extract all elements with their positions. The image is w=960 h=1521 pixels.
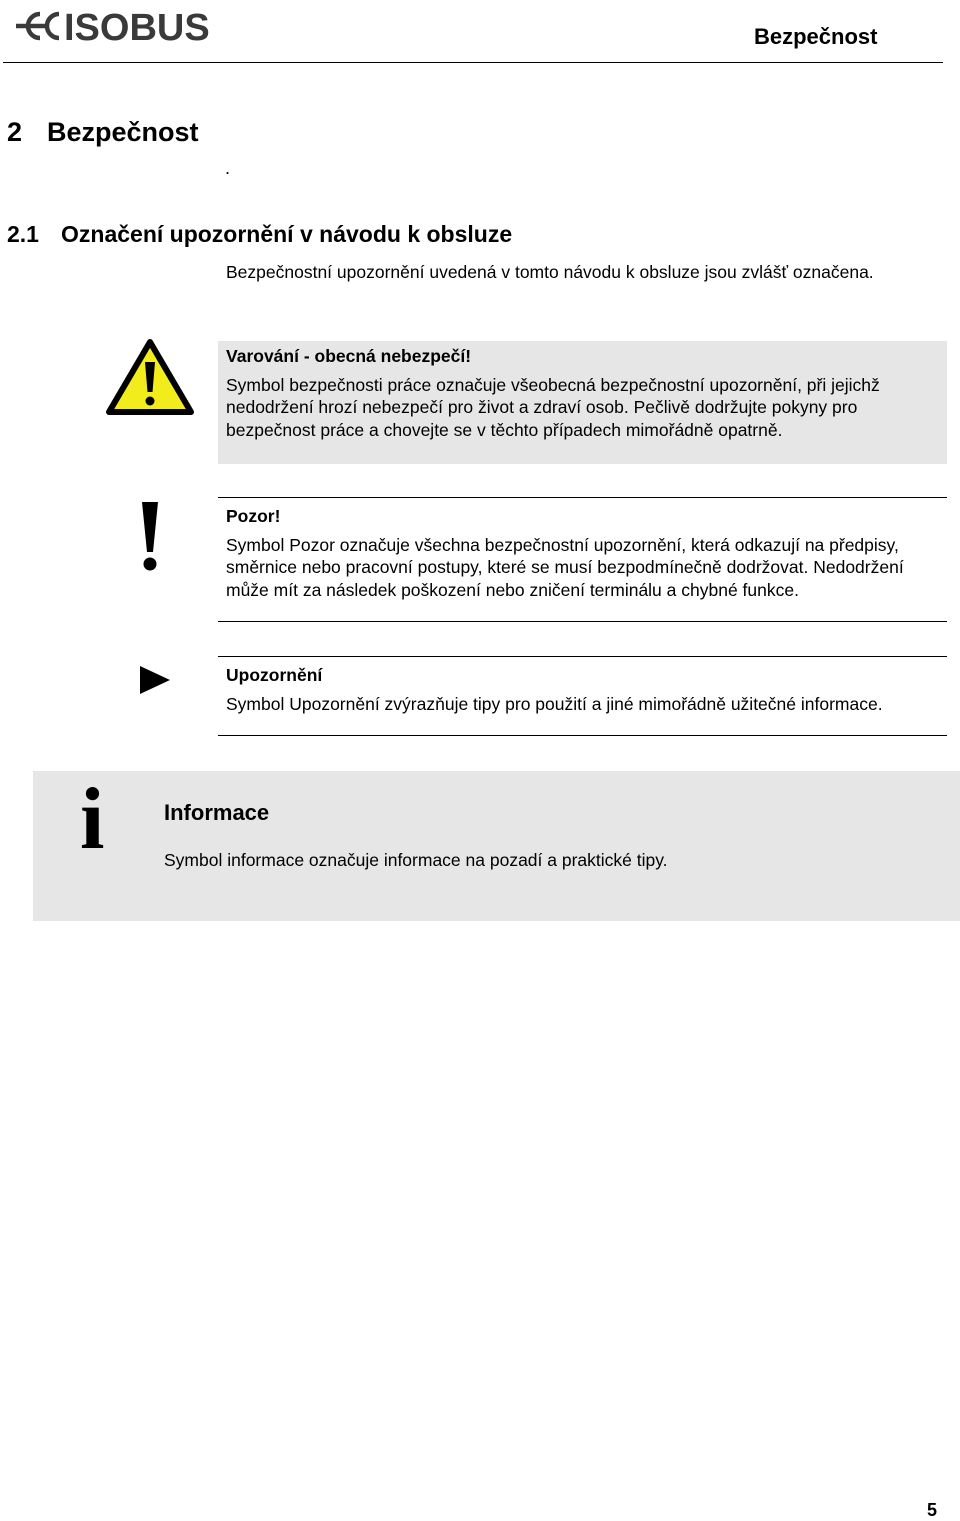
warning-triangle-icon [105, 338, 195, 418]
caution-block [226, 505, 941, 601]
caution-title: Pozor! [226, 506, 281, 526]
chapter-title: Bezpečnost [47, 117, 199, 147]
caution-top-rule [218, 497, 947, 498]
note-text: Symbol Upozornění zvýrazňuje tipy pro použití a jiné mimořádně užitečné informace. [226, 693, 883, 714]
warning-text: Symbol bezpečnosti práce označuje všeobecná bezpečnostní upozornění, při jejichž nedodržení hrozí nebezpečí pro život a zdraví osob. Pečlivě dodržujte pokyny pro bezpečnost práce a chovejte se v těchto případech mimořádně opatrně. [226, 374, 880, 440]
caution-text: Symbol Pozor označuje všechna bezpečnostní upozornění, která odkazují na předpisy, směrnice nebo pracovní postupy, které se musí bezpodmínečně dodržovat. Nedodržení může mít za následek poškození nebo zničení terminálu a chybné funkce. [226, 534, 904, 600]
page-number: 5 [927, 1500, 938, 1520]
stray-mark: . [225, 158, 231, 178]
warning-box [218, 341, 947, 464]
note-top-rule [218, 656, 947, 657]
header-section-title: Bezpečnost [754, 24, 878, 49]
isobus-logo [12, 6, 217, 46]
section-title: Označení upozornění v návodu k obsluze [61, 221, 513, 247]
warning-title: Varování - obecná nebezpečí! [226, 346, 472, 366]
arrow-right-icon [138, 664, 172, 696]
header-divider [3, 62, 943, 63]
info-text: Symbol informace označuje informace na pozadí a praktické tipy. [164, 850, 668, 870]
note-block [226, 664, 941, 715]
exclamation-icon [136, 500, 164, 572]
chapter-heading [7, 117, 199, 148]
logo-text: ISOBUS [64, 7, 210, 46]
note-title: Upozornění [226, 665, 323, 685]
info-box [33, 771, 960, 921]
section-number: 2.1 [7, 221, 39, 247]
section-intro: Bezpečnostní upozornění uvedená v tomto návodu k obsluze jsou zvlášť označena. [226, 262, 874, 282]
note-bottom-rule [218, 735, 947, 736]
section-heading [7, 221, 512, 248]
chapter-number: 2 [7, 117, 23, 147]
info-title: Informace [164, 800, 270, 825]
caution-bottom-rule [218, 621, 947, 622]
info-icon: i [80, 771, 105, 868]
